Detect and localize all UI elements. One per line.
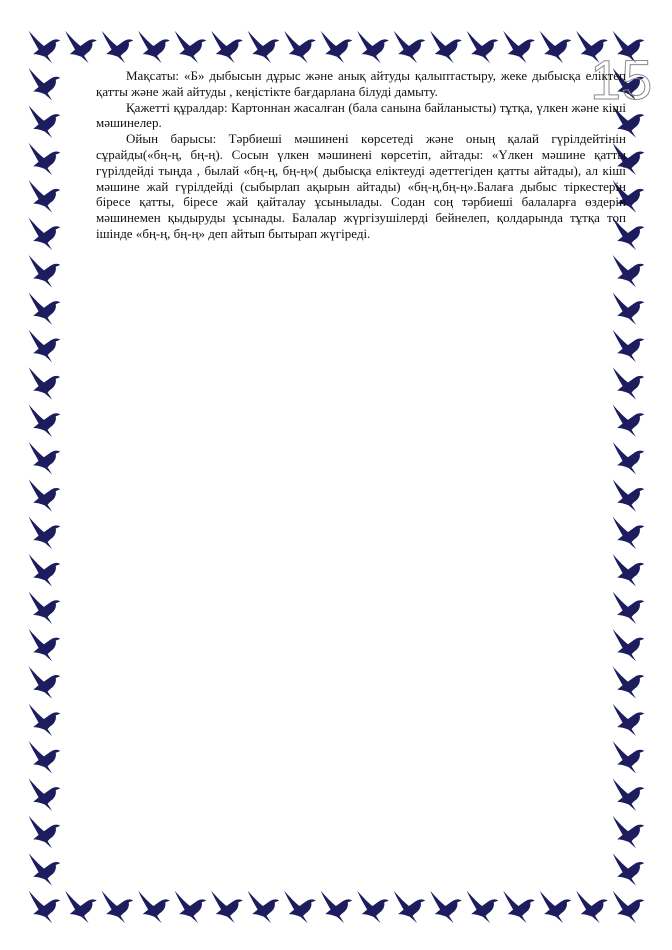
swallow-icon	[29, 255, 61, 287]
swallow-icon	[175, 31, 207, 63]
swallow-icon	[138, 891, 170, 923]
swallow-icon	[321, 31, 353, 63]
swallow-icon	[102, 31, 134, 63]
swallow-icon	[65, 891, 97, 923]
swallow-icon	[613, 592, 645, 624]
swallow-icon	[540, 891, 572, 923]
swallow-icon	[503, 31, 535, 63]
swallow-icon	[357, 891, 389, 923]
swallow-icon	[503, 891, 535, 923]
text-body	[96, 68, 626, 242]
swallow-icon	[29, 479, 61, 511]
swallow-icon	[284, 891, 316, 923]
swallow-icon	[613, 891, 645, 923]
swallow-icon	[211, 891, 243, 923]
swallow-icon	[394, 891, 426, 923]
swallow-icon	[29, 554, 61, 586]
swallow-icon	[29, 330, 61, 362]
swallow-icon	[29, 891, 61, 923]
swallow-icon	[613, 517, 645, 549]
swallow-icon	[29, 367, 61, 399]
swallow-icon	[138, 31, 170, 63]
swallow-icon	[613, 330, 645, 362]
swallow-icon	[29, 741, 61, 773]
swallow-icon	[613, 779, 645, 811]
swallow-icon	[613, 292, 645, 324]
swallow-icon	[540, 31, 572, 63]
swallow-icon	[29, 666, 61, 698]
page-number: 15	[590, 48, 653, 111]
swallow-icon	[467, 891, 499, 923]
swallow-icon	[613, 853, 645, 885]
swallow-icon	[29, 816, 61, 848]
swallow-icon	[613, 741, 645, 773]
swallow-icon	[613, 405, 645, 437]
swallow-icon	[65, 31, 97, 63]
swallow-icon	[576, 891, 608, 923]
swallow-icon	[321, 891, 353, 923]
swallow-icon	[394, 31, 426, 63]
swallow-icon	[613, 479, 645, 511]
swallow-icon	[467, 31, 499, 63]
swallow-icon	[29, 292, 61, 324]
swallow-icon	[29, 180, 61, 212]
swallow-icon	[613, 666, 645, 698]
swallow-icon	[102, 891, 134, 923]
swallow-icon	[613, 816, 645, 848]
swallow-icon	[29, 592, 61, 624]
swallow-icon	[211, 31, 243, 63]
swallow-icon	[29, 218, 61, 250]
swallow-icon	[248, 31, 280, 63]
swallow-icon	[29, 629, 61, 661]
swallow-icon	[29, 105, 61, 137]
swallow-icon	[175, 891, 207, 923]
swallow-icon	[29, 442, 61, 474]
paragraph-game-procedure: Ойын барысы: Тәрбиеші мәшинені көрсетеді және оның қалай гүрілдейтінін сұрайды(«бң-ң, бң-ң). Сосын үлкен мәшинені көрсетіп, айтады: «Үлкен мәшине қатты гүрілдейді тыңда , былай «бң-ң, бң-ң»( дыбысқа еліктеуді әдеттегіден қатты айтады), ал кіші мәшине жай гүрілдейді (сыбырлап ақырын айтады) «бң-ң,бң-ң».Балаға дыбыс тіркестерін біресе қатты, біресе жай қайталау ұсынылады. Содан соң тәрбиеші балаларға өздерін мәшинемен қыдыруды ұсынады. Балалар жүргізушілерді бейнелеп, қолдарында тұтқа топ ішінде «бң-ң, бң-ң» деп айтып бытырап жүгіреді.	[96, 131, 626, 241]
swallow-icon	[613, 255, 645, 287]
swallow-icon	[613, 704, 645, 736]
swallow-icon	[613, 367, 645, 399]
swallow-icon	[284, 31, 316, 63]
swallow-icon	[29, 143, 61, 175]
swallow-icon	[29, 31, 61, 63]
swallow-icon	[248, 891, 280, 923]
swallow-icon	[613, 629, 645, 661]
swallow-icon	[29, 704, 61, 736]
swallow-icon	[29, 405, 61, 437]
swallow-icon	[613, 554, 645, 586]
swallow-icon	[430, 891, 462, 923]
swallow-icon	[29, 779, 61, 811]
paragraph-materials: Қажетті құралдар: Картоннан жасалған (бала санына байланысты) тұтқа, үлкен және кіші мәшинелер.	[96, 99, 626, 131]
swallow-icon	[430, 31, 462, 63]
swallow-icon	[357, 31, 389, 63]
swallow-icon	[613, 442, 645, 474]
swallow-icon	[29, 68, 61, 100]
swallow-icon	[29, 853, 61, 885]
paragraph-goal: Мақсаты: «Б» дыбысын дұрыс және анық айтуды қалыптастыру, жеке дыбысқа еліктеп қатты және жай айтуды , кеңістікте бағдарлана білуді дамыту.	[96, 68, 626, 99]
swallow-icon	[29, 517, 61, 549]
